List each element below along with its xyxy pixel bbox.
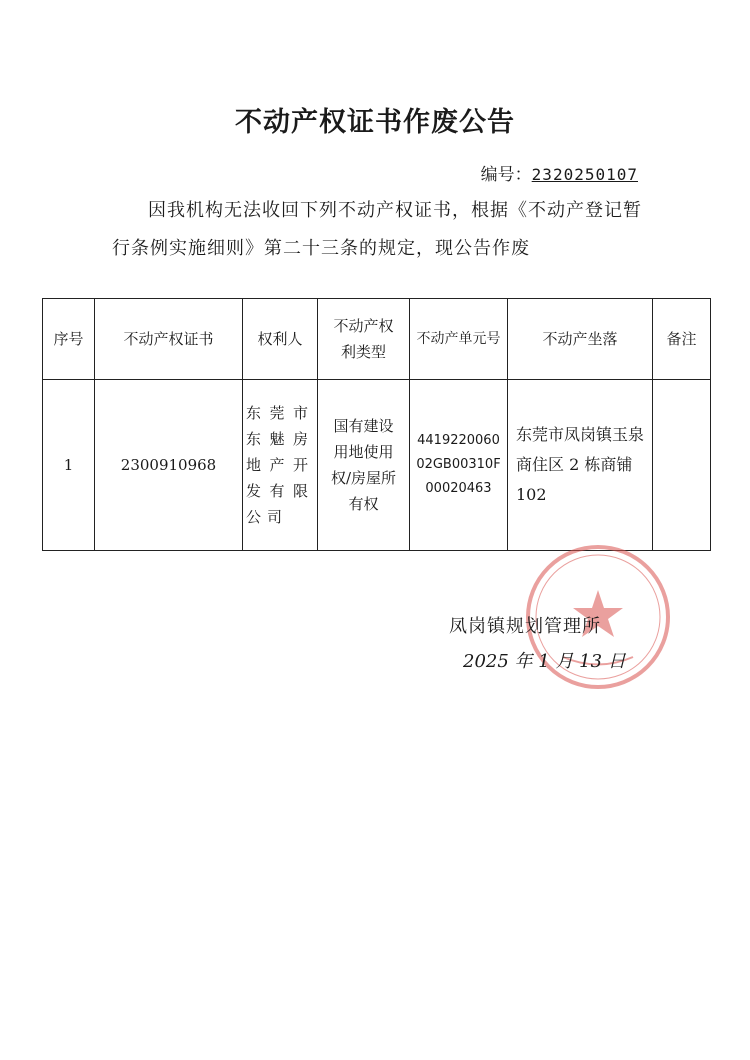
header-right-type-label: 不动产权利类型 xyxy=(333,317,394,361)
cell-location xyxy=(508,380,653,551)
signing-organization: 凤岗镇规划管理所 xyxy=(449,616,601,637)
serial-line xyxy=(481,160,638,185)
cell-unit-number xyxy=(410,380,508,551)
cell-remark xyxy=(653,380,711,551)
header-right-type xyxy=(318,299,410,380)
serial-label: 编号： xyxy=(480,165,532,185)
cell-certificate: 2300910968 xyxy=(95,380,243,551)
notice-body: 因我机构无法收回下列不动产权证书，根据《不动产登记暂行条例实施细则》第二十三条的规定，现公告作废 xyxy=(112,200,642,259)
location-text: 东莞市凤岗镇玉泉商住区 2 栋商铺 102 xyxy=(516,425,645,504)
right-type-text: 国有建设用地使用权/房屋所有权 xyxy=(330,417,397,513)
cell-owner xyxy=(243,380,318,551)
certificate-table xyxy=(42,298,711,551)
header-remark: 备注 xyxy=(653,299,711,380)
owner-text: 东莞市东魅房地产开发有限公司 xyxy=(246,404,314,526)
cell-right-type xyxy=(318,380,410,551)
table-header-row xyxy=(43,299,711,380)
header-owner: 权利人 xyxy=(243,299,318,380)
header-location: 不动产坐落 xyxy=(508,299,653,380)
header-unit-number: 不动产单元号 xyxy=(410,299,508,380)
serial-number: 2320250107 xyxy=(531,165,638,184)
signing-date: 2025 年 1 月 13 日 xyxy=(463,651,626,672)
table-row xyxy=(43,380,711,551)
header-certificate: 不动产权证书 xyxy=(95,299,243,380)
cell-index: 1 xyxy=(43,380,95,551)
unit-number-text: 441922006002GB00310F00020463 xyxy=(416,433,501,496)
header-index: 序号 xyxy=(43,299,95,380)
document-title: 不动产权证书作废公告 xyxy=(235,107,515,138)
